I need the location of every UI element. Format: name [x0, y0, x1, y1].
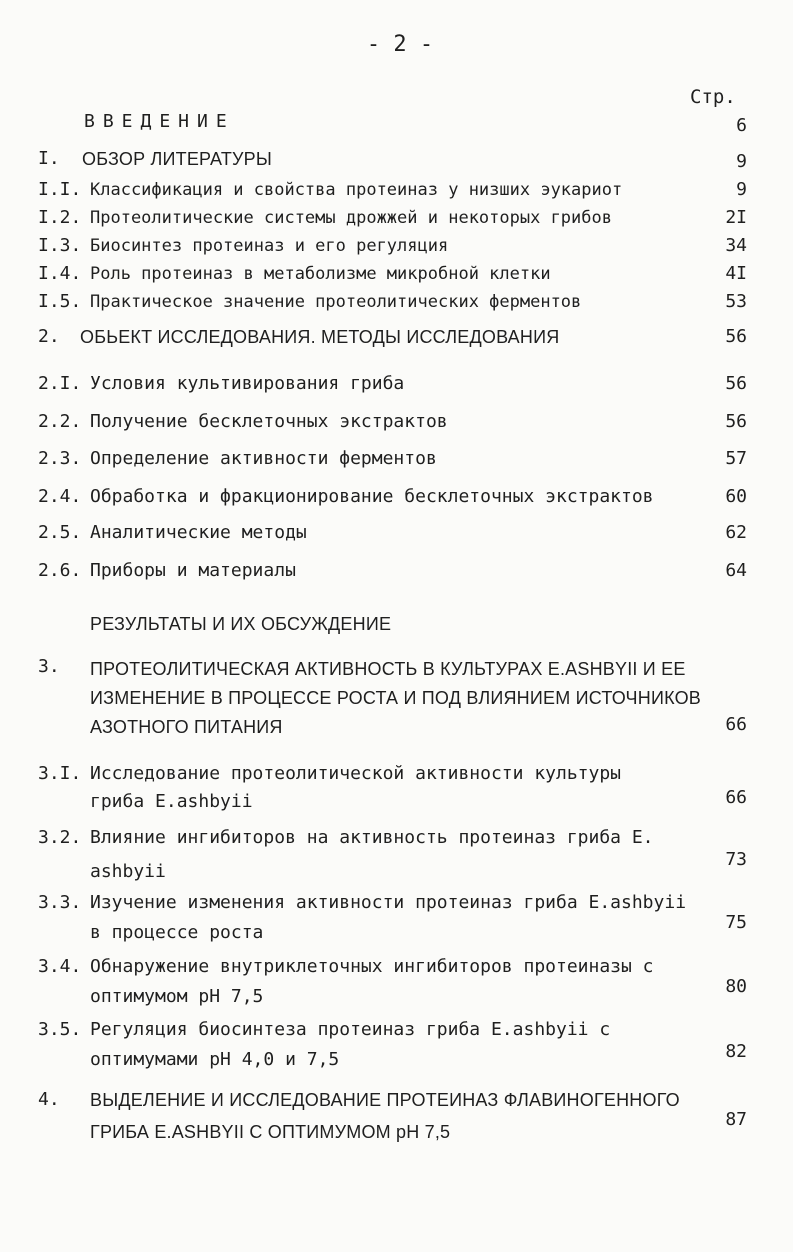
toc-page: 62	[725, 522, 747, 543]
toc-title: Условия культивирования гриба	[90, 373, 405, 394]
toc-page: 56	[725, 373, 747, 394]
toc-page: 57	[725, 448, 747, 469]
toc-title: Изучение изменения активности протеиназ гриба E.ashbyii	[90, 892, 687, 913]
toc-page: 66	[725, 787, 747, 808]
toc-number: I.5.	[38, 291, 82, 312]
toc-page: 2I	[725, 207, 747, 228]
toc-title-continued: оптимумом pH 7,5	[90, 986, 264, 1007]
toc-number: 4.	[38, 1089, 60, 1110]
toc-page: 4I	[725, 263, 747, 284]
toc-number: 3.4.	[38, 956, 82, 977]
toc-title: Исследование протеолитической активности культуры	[90, 763, 622, 784]
toc-number: 2.2.	[38, 411, 82, 432]
toc-title: ВВЕДЕНИЕ	[84, 111, 235, 132]
page-number: - 2 -	[366, 32, 434, 57]
toc-title: Получение бесклеточных экстрактов	[90, 411, 448, 432]
toc-page: 9	[736, 151, 747, 172]
toc-title: РЕЗУЛЬТАТЫ И ИХ ОБСУЖДЕНИЕ	[90, 614, 392, 634]
toc-page: 53	[725, 291, 747, 312]
toc-title: Определение активности ферментов	[90, 448, 437, 469]
toc-number: 2.4.	[38, 486, 82, 507]
toc-title: Обработка и фракционирование бесклеточных экстрактов	[90, 486, 654, 507]
toc-title: Аналитические методы	[90, 522, 307, 543]
toc-page: 64	[725, 560, 747, 581]
toc-title-continued: гриба E.ashbyii	[90, 791, 253, 812]
toc-number: 2.	[38, 326, 60, 347]
toc-title: Роль протеиназ в метаболизме микробной клетки	[90, 264, 551, 284]
toc-page: 73	[725, 849, 747, 870]
toc-title: Классификация и свойства протеиназ у низших эукариот	[90, 180, 623, 200]
toc-page: 87	[725, 1109, 747, 1130]
toc-title: ОБЗОР ЛИТЕРАТУРЫ	[82, 149, 273, 169]
page-column-header: Стр.	[690, 86, 736, 108]
toc-page: 56	[725, 411, 747, 432]
toc-title-continued: ashbyii	[90, 861, 166, 882]
toc-number: I.3.	[38, 235, 82, 256]
toc-page: 80	[725, 976, 747, 997]
toc-title: Практическое значение протеолитических ферментов	[90, 292, 582, 312]
toc-title: Биосинтез протеиназ и его регуляция	[90, 236, 449, 256]
toc-number: 2.6.	[38, 560, 82, 581]
toc-number: 2.5.	[38, 522, 82, 543]
toc-title: ОБЬЕКТ ИССЛЕДОВАНИЯ. МЕТОДЫ ИССЛЕДОВАНИЯ	[80, 327, 560, 347]
toc-title-continued: ГРИБА E.ASHBYII С ОПТИМУМОМ pH 7,5	[90, 1122, 451, 1142]
toc-number: I.4.	[38, 263, 82, 284]
toc-number: 3.I.	[38, 763, 82, 784]
toc-title: Приборы и материалы	[90, 560, 296, 581]
toc-title: ВЫДЕЛЕНИЕ И ИССЛЕДОВАНИЕ ПРОТЕИНАЗ ФЛАВИНОГЕННОГО	[90, 1090, 680, 1110]
toc-number: 2.3.	[38, 448, 82, 469]
toc-page: 75	[725, 912, 747, 933]
toc-page: 60	[725, 486, 747, 507]
toc-title-continued: в процессе роста	[90, 922, 264, 943]
toc-number: I.	[38, 148, 60, 169]
toc-number: 3.2.	[38, 827, 82, 848]
toc-title: Влияние ингибиторов на активность протеиназ гриба E.	[90, 827, 654, 848]
toc-title: Протеолитические системы дрожжей и некоторых грибов	[90, 208, 612, 228]
toc-title-continued: оптимумами pH 4,0 и 7,5	[90, 1049, 340, 1070]
toc-page: 66	[725, 714, 747, 735]
toc-page: 6	[736, 115, 747, 136]
toc-page: 9	[736, 179, 747, 200]
toc-number: 2.I.	[38, 373, 82, 394]
toc-number: I.2.	[38, 207, 82, 228]
toc-title: Регуляция биосинтеза протеиназ гриба E.ashbyii с	[90, 1019, 611, 1040]
toc-number: I.I.	[38, 179, 82, 200]
toc-title: Обнаружение внутриклеточных ингибиторов протеиназы с	[90, 956, 654, 977]
toc-page: 82	[725, 1041, 747, 1062]
toc-number: 3.	[38, 656, 60, 677]
toc-title: ПРОТЕОЛИТИЧЕСКАЯ АКТИВНОСТЬ В КУЛЬТУРАХ E.ASHBYII И ЕЕ ИЗМЕНЕНИЕ В ПРОЦЕССЕ РОСТА И ПОД ВЛИЯНИЕМ ИСТОЧНИКОВ АЗОТНОГО ПИТАНИЯ	[90, 659, 701, 737]
toc-page: 56	[725, 326, 747, 347]
toc-number: 3.3.	[38, 892, 82, 913]
toc-page: 34	[725, 235, 747, 256]
toc-number: 3.5.	[38, 1019, 82, 1040]
